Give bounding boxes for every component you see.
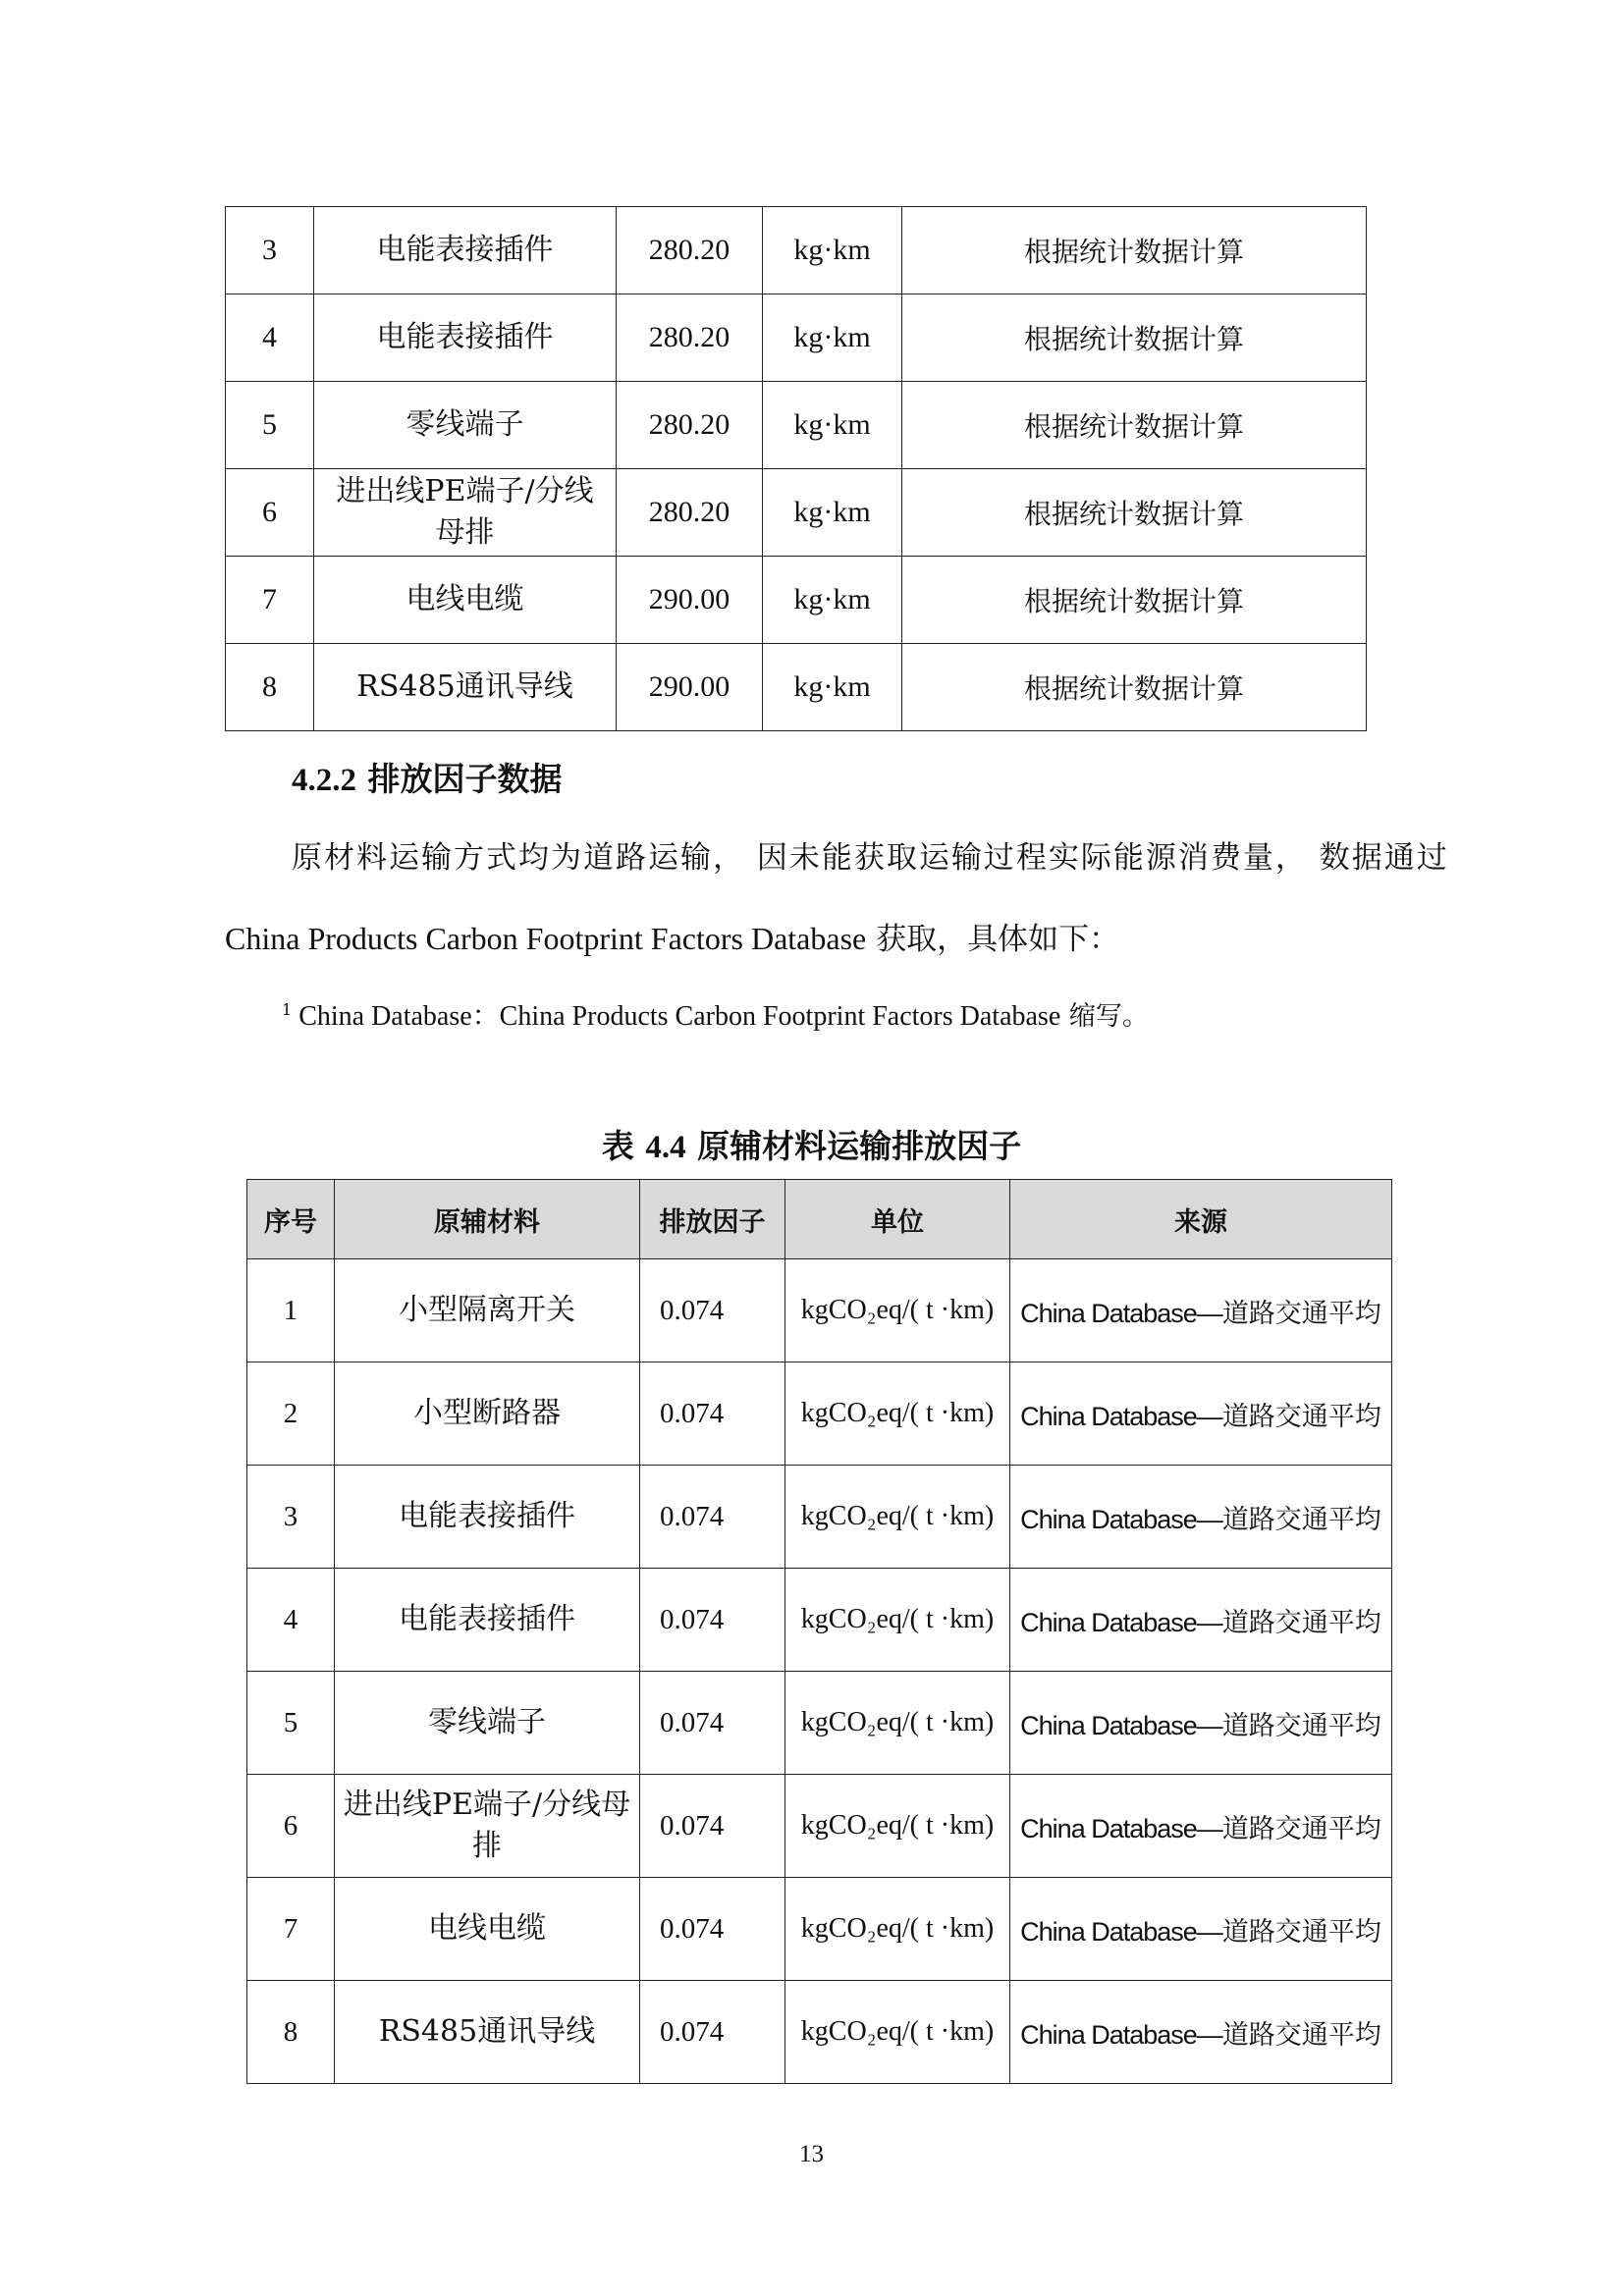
material-name: 零线端子: [335, 1672, 640, 1775]
unit: kg·km: [763, 644, 902, 731]
table-row: [226, 469, 1367, 557]
material-name: RS485通讯导线: [314, 644, 617, 731]
row-number: 1: [247, 1259, 335, 1362]
source-category: 道路交通平均: [1221, 1401, 1381, 1432]
row-number: 8: [226, 644, 314, 731]
table-header-row: [247, 1180, 1392, 1259]
footnote-text-cn: 缩写。: [1060, 1001, 1149, 1032]
source: [1010, 1466, 1392, 1569]
table-row: [247, 1362, 1392, 1466]
source-category: 道路交通平均: [1221, 1298, 1381, 1329]
factor-value: 0.074: [640, 1362, 785, 1466]
note: 根据统计数据计算: [902, 644, 1367, 731]
table-caption: [0, 1121, 1623, 1167]
unit: kg·km: [763, 469, 902, 557]
note: 根据统计数据计算: [902, 294, 1367, 382]
unit: kg·km: [763, 557, 902, 644]
note: 根据统计数据计算: [902, 469, 1367, 557]
row-number: 2: [247, 1362, 335, 1466]
material-name: 进出线PE端子/分线母排: [314, 469, 617, 557]
unit: kgCO₂eq/( t ·km): [785, 1466, 1010, 1569]
unit: kgCO₂eq/( t ·km): [785, 1259, 1010, 1362]
source-database: China Database—: [1020, 1401, 1222, 1431]
note: 根据统计数据计算: [902, 207, 1367, 294]
factor-value: 0.074: [640, 1981, 785, 2084]
row-number: 8: [247, 1981, 335, 2084]
footnote-text-en: China Database：China Products Carbon Footprint Factors Database: [292, 1001, 1061, 1032]
page-number: 13: [799, 2141, 824, 2167]
row-number: 7: [247, 1878, 335, 1981]
footnote: [282, 994, 1149, 1034]
unit: kg·km: [763, 207, 902, 294]
source: [1010, 1878, 1392, 1981]
distance-value: 280.20: [617, 382, 763, 469]
factor-value: 0.074: [640, 1259, 785, 1362]
source-category: 道路交通平均: [1221, 2019, 1381, 2051]
table-row: [247, 1466, 1392, 1569]
distance-value: 280.20: [617, 294, 763, 382]
table-row: [226, 207, 1367, 294]
material-name: 小型断路器: [335, 1362, 640, 1466]
row-number: 5: [226, 382, 314, 469]
table-row: [247, 1259, 1392, 1362]
source: [1010, 1672, 1392, 1775]
source-category: 道路交通平均: [1221, 1813, 1381, 1844]
distance-value: 290.00: [617, 644, 763, 731]
material-name: 电能表接插件: [335, 1569, 640, 1672]
note: 根据统计数据计算: [902, 557, 1367, 644]
source-database: China Database—: [1020, 1298, 1222, 1328]
table-row: [247, 1672, 1392, 1775]
row-number: 3: [226, 207, 314, 294]
section-heading: [292, 754, 563, 800]
source-database: China Database—: [1020, 1710, 1222, 1740]
source-category: 道路交通平均: [1221, 1916, 1381, 1948]
source-database: China Database—: [1020, 1916, 1222, 1947]
source-database: China Database—: [1020, 1607, 1222, 1637]
distance-value: 290.00: [617, 557, 763, 644]
source-database: China Database—: [1020, 1813, 1222, 1843]
source: [1010, 1775, 1392, 1878]
row-number: 4: [247, 1569, 335, 1672]
header-unit: 单位: [785, 1180, 1010, 1259]
table-row: [247, 1569, 1392, 1672]
table-row: [247, 1775, 1392, 1878]
source-category: 道路交通平均: [1221, 1710, 1381, 1741]
unit: kg·km: [763, 382, 902, 469]
unit: kgCO₂eq/( t ·km): [785, 1981, 1010, 2084]
header-source: 来源: [1010, 1180, 1392, 1259]
section-title: 排放因子数据: [367, 760, 563, 798]
material-name: 进出线PE端子/分线母排: [335, 1775, 640, 1878]
table-row: [226, 644, 1367, 731]
section-number: 4.2.2: [292, 763, 356, 798]
caption-title: 原辅材料运输排放因子: [685, 1127, 1022, 1165]
header-material: 原辅材料: [335, 1180, 640, 1259]
row-number: 6: [247, 1775, 335, 1878]
table-row: [247, 1878, 1392, 1981]
source: [1010, 1981, 1392, 2084]
source-database: China Database—: [1020, 1504, 1222, 1534]
row-number: 6: [226, 469, 314, 557]
database-name: China Products Carbon Footprint Factors Database: [225, 921, 867, 956]
factor-value: 0.074: [640, 1569, 785, 1672]
row-number: 3: [247, 1466, 335, 1569]
caption-number: 4.4: [645, 1130, 686, 1165]
material-name: 电能表接插件: [314, 207, 617, 294]
unit: kgCO₂eq/( t ·km): [785, 1878, 1010, 1981]
distance-value: 280.20: [617, 469, 763, 557]
row-number: 4: [226, 294, 314, 382]
material-name: RS485通讯导线: [335, 1981, 640, 2084]
factor-value: 0.074: [640, 1672, 785, 1775]
material-name: 电能表接插件: [335, 1466, 640, 1569]
table-row: [247, 1981, 1392, 2084]
note: 根据统计数据计算: [902, 382, 1367, 469]
paragraph-line-1: 原材料运输方式均为道路运输， 因未能获取运输过程实际能源消费量， 数据通过: [292, 840, 1449, 876]
row-number: 7: [226, 557, 314, 644]
header-factor: 排放因子: [640, 1180, 785, 1259]
source-database: China Database—: [1020, 2019, 1222, 2050]
source: [1010, 1259, 1392, 1362]
material-name: 零线端子: [314, 382, 617, 469]
material-name: 电线电缆: [335, 1878, 640, 1981]
material-name: 小型隔离开关: [335, 1259, 640, 1362]
unit: kg·km: [763, 294, 902, 382]
material-name: 电线电缆: [314, 557, 617, 644]
header-no: 序号: [247, 1180, 335, 1259]
footnote-mark: 1: [282, 1000, 293, 1019]
material-name: 电能表接插件: [314, 294, 617, 382]
source-category: 道路交通平均: [1221, 1504, 1381, 1535]
transport-distance-table: [225, 206, 1367, 731]
source: [1010, 1569, 1392, 1672]
paragraph-line-2-text: 获取，具体如下：: [866, 922, 1120, 957]
unit: kgCO₂eq/( t ·km): [785, 1569, 1010, 1672]
table-row: [226, 382, 1367, 469]
factor-value: 0.074: [640, 1775, 785, 1878]
source: [1010, 1362, 1392, 1466]
distance-value: 280.20: [617, 207, 763, 294]
factor-value: 0.074: [640, 1466, 785, 1569]
paragraph-line-2: [225, 914, 1119, 958]
row-number: 5: [247, 1672, 335, 1775]
unit: kgCO₂eq/( t ·km): [785, 1672, 1010, 1775]
table-row: [226, 294, 1367, 382]
factor-value: 0.074: [640, 1878, 785, 1981]
caption-prefix: 表: [601, 1127, 646, 1165]
table-row: [226, 557, 1367, 644]
emission-factor-table: [246, 1179, 1392, 2084]
unit: kgCO₂eq/( t ·km): [785, 1362, 1010, 1466]
source-category: 道路交通平均: [1221, 1607, 1381, 1638]
unit: kgCO₂eq/( t ·km): [785, 1775, 1010, 1878]
